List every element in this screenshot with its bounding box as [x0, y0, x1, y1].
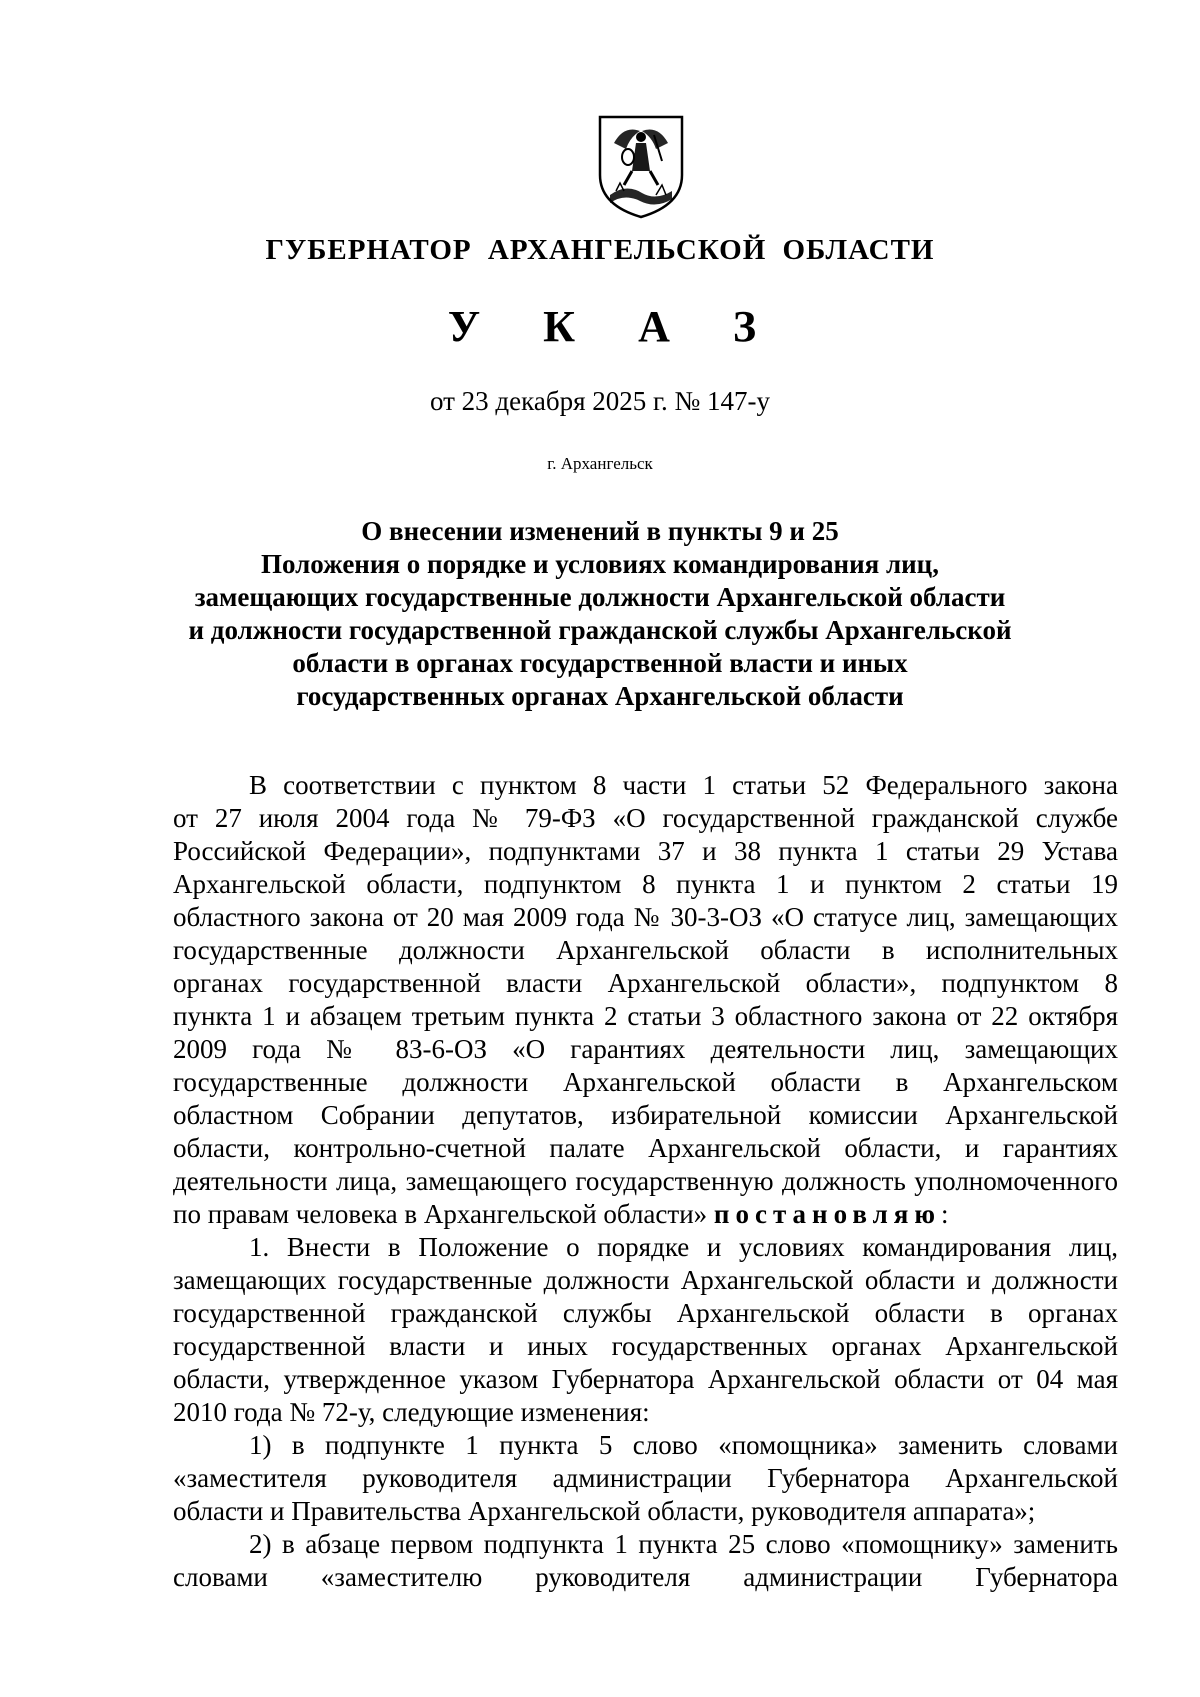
title-line: О внесении изменений в пункты 9 и 25 [361, 516, 839, 546]
title-line: замещающих государственные должности Архангельской области [194, 582, 1006, 612]
body-line: 1. Внести в Положение о порядке и условиях командирования лиц, [249, 1232, 1118, 1262]
body-line: 2) в абзаце первом подпункта 1 пункта 25 слово «помощнику» заменить [249, 1529, 1118, 1559]
body-line: деятельности лица, замещающего государственную должность уполномоченного [173, 1166, 1118, 1196]
body-line: «заместителя руководителя администрации Губернатора Архангельской [173, 1463, 1118, 1493]
decree-colon: : [941, 1199, 949, 1229]
title-line: области в органах государственной власти и иных [292, 648, 908, 678]
document-city: г. Архангельск [547, 454, 653, 473]
body-line [173, 1198, 1118, 1231]
coat-of-arms-icon [596, 113, 686, 221]
preamble-last-text: по правам человека в Архангельской области» [173, 1199, 708, 1229]
title-line: государственных органах Архангельской области [296, 681, 904, 711]
issuing-authority: ГУБЕРНАТОР АРХАНГЕЛЬСКОЙ ОБЛАСТИ [265, 234, 935, 266]
body-line: 2009 года № 83-6-ОЗ «О гарантиях деятельности лиц, замещающих [173, 1034, 1118, 1064]
body-line: области, утвержденное указом Губернатора Архангельской области от 04 мая [173, 1364, 1118, 1394]
body-line: Архангельской области, подпунктом 8 пункта 1 и пунктом 2 статьи 19 [173, 869, 1118, 899]
body-line: государственные должности Архангельской области в Архангельском [173, 1067, 1118, 1097]
body-line: замещающих государственные должности Архангельской области и должности [173, 1265, 1118, 1295]
body-line: области, контрольно-счетной палате Архангельской области, и гарантиях [173, 1133, 1118, 1163]
document-body [173, 769, 1118, 1594]
body-line: 2010 года № 72-у, следующие изменения: [173, 1397, 650, 1427]
preamble-paragraph [173, 769, 1118, 1231]
title-line: Положения о порядке и условиях командирования лиц, [260, 549, 939, 579]
body-line: области и Правительства Архангельской области, руководителя аппарата»; [173, 1496, 1036, 1526]
body-line: государственной гражданской службы Архангельской области в органах [173, 1298, 1118, 1328]
body-line: словами «заместителю руководителя администрации Губернатора [173, 1562, 1118, 1592]
subitem-1-paragraph [173, 1429, 1118, 1528]
body-line: государственной власти и иных государственных органах Архангельской [173, 1331, 1118, 1361]
body-line: областного закона от 20 мая 2009 года № 30-3-ОЗ «О статусе лиц, замещающих [173, 902, 1118, 932]
document-type: У К А З [447, 302, 783, 351]
document-title [150, 515, 1050, 713]
title-line: и должности государственной гражданской службы Архангельской [188, 615, 1012, 645]
body-line: В соответствии с пунктом 8 части 1 статьи 52 Федерального закона [249, 770, 1118, 800]
document-date-number: от 23 декабря 2025 г. № 147-у [429, 386, 771, 416]
body-line: 1) в подпункте 1 пункта 5 слово «помощника» заменить словами [249, 1430, 1118, 1460]
body-line: областном Собрании депутатов, избирательной комиссии Архангельской [173, 1100, 1118, 1130]
body-line: Российской Федерации», подпунктами 37 и 38 пункта 1 статьи 29 Устава [173, 836, 1118, 866]
decree-word: постановляю [713, 1199, 942, 1229]
body-line: от 27 июля 2004 года № 79-ФЗ «О государственной гражданской службе [173, 803, 1118, 833]
body-line: органах государственной власти Архангельской области», подпунктом 8 [173, 968, 1118, 998]
body-line: пункта 1 и абзацем третьим пункта 2 статьи 3 областного закона от 22 октября [173, 1001, 1118, 1031]
subitem-2-paragraph [173, 1528, 1118, 1594]
item-1-paragraph [173, 1231, 1118, 1429]
body-line: государственные должности Архангельской области в исполнительных [173, 935, 1118, 965]
